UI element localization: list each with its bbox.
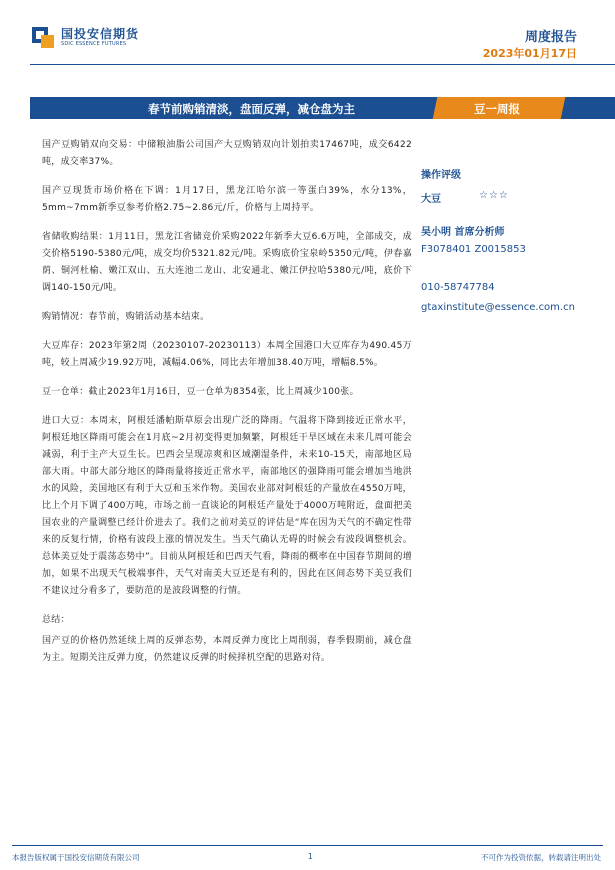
logo-mark-icon (32, 27, 56, 49)
contact-phone: 010-58747784 (421, 282, 495, 293)
logo-name-en: SDIC ESSENCE FUTURES (61, 41, 127, 47)
footer-disclaimer: 不可作为投资依据，转载请注明出处 (481, 853, 601, 862)
page-number: 1 (308, 852, 313, 861)
analyst-certificates: F3078401 Z0015853 (421, 244, 526, 255)
paragraph-trade-activity: 购销情况：春节前，购销活动基本结束。 (42, 312, 210, 322)
sidebar (421, 166, 611, 313)
report-date: 2023年01月17日 (482, 47, 577, 60)
report-title: 春节前购销清淡，盘面反弹，减仓盘为主 (148, 102, 355, 116)
paragraph-reserve-purchase: 省储收购结果：1月11日，黑龙江省储竞价采购2022年新季大豆6.6万吨，全部成交，成交价格5190-5380元/吨，成交均价5321.82元/吨。采购底价宝泉岭5350元/吨，伊春嘉荫、铜河杜榆、嫩江双山、五大连池二龙山、北安通北、嫩江伊拉哈5380元/吨，底价下调140-150元/吨。 (42, 232, 412, 293)
analyst-name: 吴小明 首席分析师 (421, 227, 505, 238)
paragraph-auction: 国产豆购销双向交易：中储粮油脂公司国产大豆购销双向计划拍卖17467吨，成交6422吨，成交率37%。 (42, 140, 412, 167)
summary-heading: 总结： (42, 615, 70, 625)
paragraph-imported-soybean: 进口大豆：本周末，阿根廷潘帕斯草原会出现广泛的降雨。气温将下降到接近正常水平，阿根廷地区降雨可能会在1月底~2月初变得更加频繁，阿根廷干旱区域在未来几周可能会减弱，利于主产大豆生长。巴西会呈现凉爽和区域潮湿条件，未来10-15天，南部地区局部大雨。中部大部分地区的降雨量将接近正常水平，南部地区的强降雨可能会增加当地洪水的风险，美国地区有利于大豆和玉米作物。美国农业部对阿根廷的产量放在4550万吨，比上个月下调了400万吨，市场之前一直谈论的阿根廷产量处于4000万吨附近，盘面把美国农业的产量调整已经计价进去了。我们之前对美豆的评估是“库在因为天气的不确定性带来的反复行情，价格有波段上涨的情况发生。当天气确认无碍的时候会有波段调整机会。总体美豆处于震荡态势中”。目前从阿根廷和巴西天气看，降雨的概率在中国春节期间的增加，如果不出现天气极端事件，天气对南美大豆还是有利的，因此在区间态势下美豆我们不建议过分看多了，要防范的是波段调整的行情。 (42, 416, 412, 596)
footer-divider (12, 845, 603, 846)
paragraph-summary: 国产豆的价格仍然延续上周的反弹态势，本周反弹力度比上周削弱，春季假期前，减仓盘为主。短期关注反弹力度，仍然建议反弹的时候择机空配的思路对待。 (42, 636, 412, 663)
rating-stars-icon: ☆☆☆ (479, 190, 509, 201)
header-divider (30, 64, 615, 65)
paragraph-warehouse-receipts: 豆一仓单：截止2023年1月16日，豆一仓单为8354张，比上周减少100张。 (42, 387, 359, 397)
report-body (42, 137, 412, 679)
report-tag: 豆一周报 (474, 102, 520, 116)
paragraph-spot-price: 国产豆现货市场价格在下调：1月17日，黑龙江哈尔滨一等蛋白39%，水分13%，5mm~7mm新季豆参考价格2.75~2.86元/斤，价格与上周持平。 (42, 186, 412, 213)
contact-email[interactable]: gtaxinstitute@essence.com.cn (421, 302, 575, 313)
rating-title: 操作评级 (421, 170, 461, 181)
company-logo (32, 27, 139, 49)
report-type: 周度报告 (524, 30, 577, 45)
paragraph-inventory: 大豆库存：2023年第2周（20230107-20230113）本周全国港口大豆库存为490.45万吨，较上周减少19.92万吨，减幅4.06%，同比去年增加38.40万吨，增幅8.5%。 (42, 341, 412, 368)
footer-copyright: 本报告版权属于国投安信期货有限公司 (12, 853, 140, 862)
rating-row (421, 190, 611, 205)
logo-name-cn: 国投安信期货 (61, 27, 140, 41)
rating-item: 大豆 (421, 194, 441, 205)
